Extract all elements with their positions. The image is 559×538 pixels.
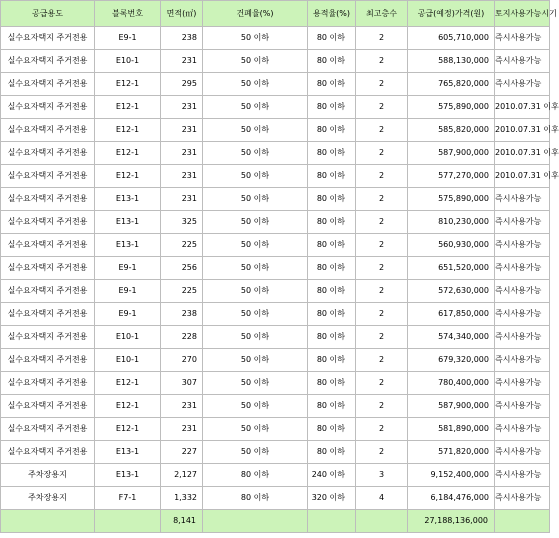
- cell-supply-price: 560,930,000: [408, 234, 495, 257]
- cell-supply-price: 575,890,000: [408, 188, 495, 211]
- cell-supply-use: 실수요자택지 주거전용: [1, 119, 95, 142]
- cell-block-number: E12-1: [95, 96, 161, 119]
- cell-supply-price: 605,710,000: [408, 27, 495, 50]
- cell-max-floors: 2: [356, 303, 408, 326]
- cell-supply-use: 주차장용지: [1, 464, 95, 487]
- cell-floor-area-ratio: 80 이하: [308, 142, 356, 165]
- cell-building-coverage: 50 이하: [203, 349, 308, 372]
- cell-supply-use: 실수요자택지 주거전용: [1, 50, 95, 73]
- cell-block-number: E12-1: [95, 119, 161, 142]
- cell-building-coverage: 50 이하: [203, 418, 308, 441]
- cell-supply-price: 780,400,000: [408, 372, 495, 395]
- table-row: [1, 441, 550, 464]
- cell-max-floors: 2: [356, 441, 408, 464]
- cell-supply-use: 실수요자택지 주거전용: [1, 73, 95, 96]
- total-empty-cell: [203, 510, 308, 533]
- cell-area: 231: [161, 395, 203, 418]
- total-empty-cell: [495, 510, 550, 533]
- table-row: [1, 349, 550, 372]
- cell-block-number: E12-1: [95, 165, 161, 188]
- cell-block-number: E12-1: [95, 395, 161, 418]
- cell-supply-price: 574,340,000: [408, 326, 495, 349]
- cell-area: 231: [161, 418, 203, 441]
- cell-land-use-date: 즉시사용가능: [495, 27, 550, 50]
- header-block-number: 블록번호: [95, 1, 161, 27]
- cell-floor-area-ratio: 80 이하: [308, 395, 356, 418]
- table-row: [1, 418, 550, 441]
- table-row: [1, 395, 550, 418]
- total-empty-cell: [95, 510, 161, 533]
- cell-floor-area-ratio: 80 이하: [308, 165, 356, 188]
- cell-supply-use: 주차장용지: [1, 487, 95, 510]
- cell-supply-use: 실수요자택지 주거전용: [1, 372, 95, 395]
- total-empty-cell: [1, 510, 95, 533]
- cell-supply-use: 실수요자택지 주거전용: [1, 27, 95, 50]
- header-row: [1, 1, 550, 27]
- table-row: [1, 257, 550, 280]
- cell-max-floors: 2: [356, 395, 408, 418]
- table-row: [1, 487, 550, 510]
- cell-max-floors: 2: [356, 280, 408, 303]
- cell-building-coverage: 50 이하: [203, 188, 308, 211]
- cell-floor-area-ratio: 80 이하: [308, 303, 356, 326]
- cell-floor-area-ratio: 80 이하: [308, 257, 356, 280]
- cell-area: 2,127: [161, 464, 203, 487]
- cell-max-floors: 3: [356, 464, 408, 487]
- cell-building-coverage: 50 이하: [203, 50, 308, 73]
- cell-area: 231: [161, 142, 203, 165]
- cell-supply-price: 575,890,000: [408, 96, 495, 119]
- cell-supply-price: 571,820,000: [408, 441, 495, 464]
- header-supply-price: 공급(예정)가격(원): [408, 1, 495, 27]
- cell-building-coverage: 50 이하: [203, 73, 308, 96]
- cell-max-floors: 2: [356, 234, 408, 257]
- table-row: [1, 188, 550, 211]
- cell-building-coverage: 50 이하: [203, 280, 308, 303]
- cell-building-coverage: 50 이하: [203, 211, 308, 234]
- cell-supply-use: 실수요자택지 주거전용: [1, 142, 95, 165]
- cell-supply-price: 577,270,000: [408, 165, 495, 188]
- cell-max-floors: 2: [356, 96, 408, 119]
- cell-max-floors: 2: [356, 211, 408, 234]
- cell-floor-area-ratio: 80 이하: [308, 27, 356, 50]
- cell-block-number: E9-1: [95, 303, 161, 326]
- cell-supply-price: 587,900,000: [408, 395, 495, 418]
- cell-floor-area-ratio: 80 이하: [308, 418, 356, 441]
- cell-area: 295: [161, 73, 203, 96]
- cell-building-coverage: 50 이하: [203, 142, 308, 165]
- cell-land-use-date: 즉시사용가능: [495, 73, 550, 96]
- cell-block-number: E10-1: [95, 349, 161, 372]
- table-row: [1, 464, 550, 487]
- cell-area: 231: [161, 50, 203, 73]
- cell-land-use-date: 즉시사용가능: [495, 257, 550, 280]
- cell-supply-price: 9,152,400,000: [408, 464, 495, 487]
- cell-max-floors: 2: [356, 50, 408, 73]
- cell-supply-price: 585,820,000: [408, 119, 495, 142]
- cell-supply-price: 765,820,000: [408, 73, 495, 96]
- cell-supply-use: 실수요자택지 주거전용: [1, 395, 95, 418]
- header-floor-area-ratio: 용적율(%): [308, 1, 356, 27]
- cell-max-floors: 2: [356, 73, 408, 96]
- cell-supply-use: 실수요자택지 주거전용: [1, 349, 95, 372]
- cell-area: 228: [161, 326, 203, 349]
- header-supply-use: 공급용도: [1, 1, 95, 27]
- cell-floor-area-ratio: 80 이하: [308, 441, 356, 464]
- header-building-coverage: 건폐율(%): [203, 1, 308, 27]
- cell-building-coverage: 50 이하: [203, 96, 308, 119]
- cell-land-use-date: 즉시사용가능: [495, 372, 550, 395]
- cell-land-use-date: 2010.07.31 이후: [495, 96, 550, 119]
- cell-building-coverage: 50 이하: [203, 234, 308, 257]
- cell-supply-use: 실수요자택지 주거전용: [1, 165, 95, 188]
- table-header: [1, 1, 557, 27]
- cell-max-floors: 2: [356, 165, 408, 188]
- cell-supply-use: 실수요자택지 주거전용: [1, 326, 95, 349]
- cell-building-coverage: 50 이하: [203, 165, 308, 188]
- cell-block-number: E13-1: [95, 211, 161, 234]
- header-land-use-date: 토지사용가능시기: [495, 1, 550, 27]
- cell-building-coverage: 80 이하: [203, 464, 308, 487]
- cell-building-coverage: 50 이하: [203, 27, 308, 50]
- cell-building-coverage: 50 이하: [203, 303, 308, 326]
- cell-land-use-date: 즉시사용가능: [495, 418, 550, 441]
- cell-floor-area-ratio: 80 이하: [308, 50, 356, 73]
- cell-area: 1,332: [161, 487, 203, 510]
- cell-supply-price: 810,230,000: [408, 211, 495, 234]
- cell-area: 231: [161, 188, 203, 211]
- cell-supply-use: 실수요자택지 주거전용: [1, 441, 95, 464]
- cell-max-floors: 2: [356, 372, 408, 395]
- table-row: [1, 372, 550, 395]
- cell-max-floors: 2: [356, 257, 408, 280]
- cell-supply-use: 실수요자택지 주거전용: [1, 257, 95, 280]
- cell-land-use-date: 즉시사용가능: [495, 349, 550, 372]
- cell-land-use-date: 즉시사용가능: [495, 188, 550, 211]
- table-body: [1, 27, 559, 510]
- cell-area: 307: [161, 372, 203, 395]
- cell-floor-area-ratio: 240 이하: [308, 464, 356, 487]
- cell-area: 225: [161, 280, 203, 303]
- cell-building-coverage: 50 이하: [203, 257, 308, 280]
- cell-supply-use: 실수요자택지 주거전용: [1, 96, 95, 119]
- cell-area: 238: [161, 303, 203, 326]
- cell-land-use-date: 즉시사용가능: [495, 487, 550, 510]
- cell-max-floors: 2: [356, 418, 408, 441]
- cell-block-number: E12-1: [95, 372, 161, 395]
- cell-floor-area-ratio: 320 이하: [308, 487, 356, 510]
- total-row: [1, 510, 550, 533]
- cell-area: 325: [161, 211, 203, 234]
- cell-floor-area-ratio: 80 이하: [308, 188, 356, 211]
- cell-supply-price: 572,630,000: [408, 280, 495, 303]
- cell-block-number: E10-1: [95, 50, 161, 73]
- cell-block-number: E12-1: [95, 418, 161, 441]
- cell-block-number: E9-1: [95, 27, 161, 50]
- cell-max-floors: 2: [356, 188, 408, 211]
- table-row: [1, 119, 550, 142]
- cell-land-use-date: 즉시사용가능: [495, 441, 550, 464]
- cell-max-floors: 4: [356, 487, 408, 510]
- table-row: [1, 27, 550, 50]
- cell-area: 227: [161, 441, 203, 464]
- cell-block-number: E13-1: [95, 188, 161, 211]
- table-row: [1, 234, 550, 257]
- total-empty-cell: [308, 510, 356, 533]
- cell-floor-area-ratio: 80 이하: [308, 280, 356, 303]
- cell-supply-use: 실수요자택지 주거전용: [1, 303, 95, 326]
- cell-supply-price: 617,850,000: [408, 303, 495, 326]
- cell-area: 238: [161, 27, 203, 50]
- cell-block-number: E9-1: [95, 257, 161, 280]
- cell-supply-price: 588,130,000: [408, 50, 495, 73]
- cell-block-number: E10-1: [95, 326, 161, 349]
- cell-building-coverage: 50 이하: [203, 372, 308, 395]
- cell-area: 231: [161, 165, 203, 188]
- cell-building-coverage: 80 이하: [203, 487, 308, 510]
- cell-block-number: E9-1: [95, 280, 161, 303]
- header-max-floors: 최고층수: [356, 1, 408, 27]
- table-row: [1, 326, 550, 349]
- cell-building-coverage: 50 이하: [203, 395, 308, 418]
- table-row: [1, 280, 550, 303]
- cell-block-number: E13-1: [95, 234, 161, 257]
- cell-floor-area-ratio: 80 이하: [308, 372, 356, 395]
- cell-building-coverage: 50 이하: [203, 326, 308, 349]
- cell-supply-price: 587,900,000: [408, 142, 495, 165]
- cell-floor-area-ratio: 80 이하: [308, 73, 356, 96]
- cell-area: 231: [161, 96, 203, 119]
- cell-max-floors: 2: [356, 142, 408, 165]
- cell-building-coverage: 50 이하: [203, 441, 308, 464]
- table-row: [1, 50, 550, 73]
- cell-land-use-date: 2010.07.31 이후: [495, 142, 550, 165]
- cell-max-floors: 2: [356, 349, 408, 372]
- total-price: 27,188,136,000: [408, 510, 495, 533]
- cell-land-use-date: 즉시사용가능: [495, 464, 550, 487]
- cell-floor-area-ratio: 80 이하: [308, 326, 356, 349]
- cell-block-number: E12-1: [95, 73, 161, 96]
- cell-supply-use: 실수요자택지 주거전용: [1, 211, 95, 234]
- cell-land-use-date: 즉시사용가능: [495, 280, 550, 303]
- cell-floor-area-ratio: 80 이하: [308, 119, 356, 142]
- cell-building-coverage: 50 이하: [203, 119, 308, 142]
- total-area: 8,141: [161, 510, 203, 533]
- cell-supply-price: 651,520,000: [408, 257, 495, 280]
- cell-area: 231: [161, 119, 203, 142]
- cell-block-number: E13-1: [95, 441, 161, 464]
- cell-land-use-date: 즉시사용가능: [495, 395, 550, 418]
- table-row: [1, 303, 550, 326]
- table-row: [1, 142, 550, 165]
- table-row: [1, 165, 550, 188]
- cell-supply-price: 581,890,000: [408, 418, 495, 441]
- header-area: 면적(㎡): [161, 1, 203, 27]
- cell-land-use-date: 즉시사용가능: [495, 234, 550, 257]
- cell-floor-area-ratio: 80 이하: [308, 211, 356, 234]
- cell-land-use-date: 즉시사용가능: [495, 326, 550, 349]
- table-footer: [1, 510, 550, 533]
- cell-max-floors: 2: [356, 119, 408, 142]
- total-empty-cell: [356, 510, 408, 533]
- cell-floor-area-ratio: 80 이하: [308, 349, 356, 372]
- cell-max-floors: 2: [356, 326, 408, 349]
- cell-max-floors: 2: [356, 27, 408, 50]
- cell-supply-use: 실수요자택지 주거전용: [1, 234, 95, 257]
- table-row: [1, 211, 550, 234]
- cell-block-number: F7-1: [95, 487, 161, 510]
- cell-area: 256: [161, 257, 203, 280]
- cell-area: 270: [161, 349, 203, 372]
- cell-land-use-date: 즉시사용가능: [495, 303, 550, 326]
- cell-supply-price: 6,184,476,000: [408, 487, 495, 510]
- cell-land-use-date: 2010.07.31 이후: [495, 119, 550, 142]
- table-row: [1, 96, 550, 119]
- cell-floor-area-ratio: 80 이하: [308, 96, 356, 119]
- cell-land-use-date: 즉시사용가능: [495, 211, 550, 234]
- cell-floor-area-ratio: 80 이하: [308, 234, 356, 257]
- cell-supply-use: 실수요자택지 주거전용: [1, 418, 95, 441]
- cell-area: 225: [161, 234, 203, 257]
- cell-block-number: E12-1: [95, 142, 161, 165]
- cell-land-use-date: 즉시사용가능: [495, 50, 550, 73]
- cell-land-use-date: 2010.07.31 이후: [495, 165, 550, 188]
- cell-supply-use: 실수요자택지 주거전용: [1, 280, 95, 303]
- cell-supply-price: 679,320,000: [408, 349, 495, 372]
- table-row: [1, 73, 550, 96]
- cell-supply-use: 실수요자택지 주거전용: [1, 188, 95, 211]
- cell-block-number: E13-1: [95, 464, 161, 487]
